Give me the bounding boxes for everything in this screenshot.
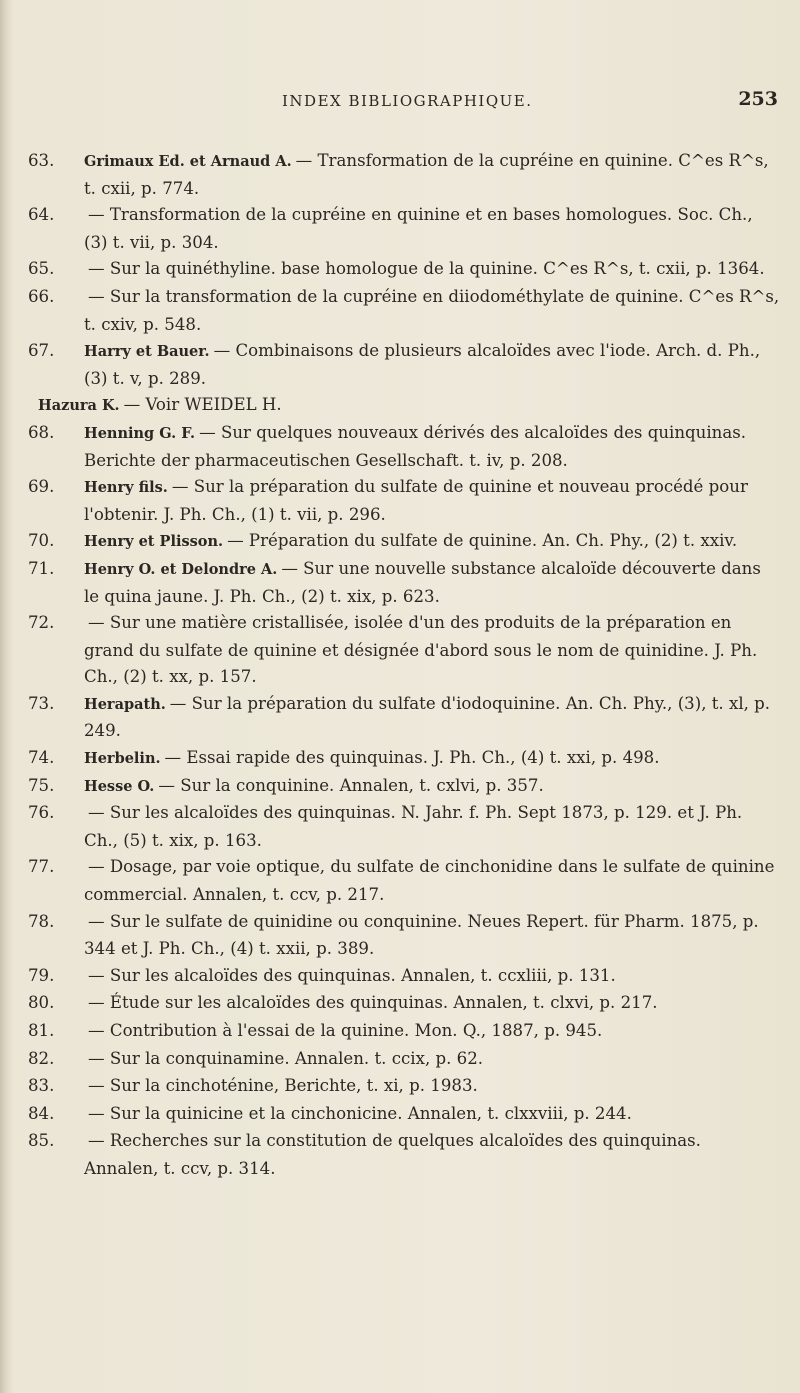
entry-number: 66. — [28, 286, 55, 306]
entry-number: 80. — [28, 993, 55, 1013]
entry-text: — Sur les alcaloïdes des quinquinas. Annalen, t. ccxliii, p. 131. — [88, 965, 616, 985]
entry-text: — Sur les alcaloïdes des quinquinas. N. Jahr. f. Ph. Sept 1873, p. 129. et J. Ph. Ch., (5) t. xix, p. 163. — [84, 803, 743, 850]
entry-text: — Sur la conquinamine. Annalen. t. ccix, p. 62. — [88, 1048, 484, 1068]
entry-text: — Combinaisons de plusieurs alcaloïdes avec l'iode. Arch. d. Ph., (3) t. v, p. 289. — [84, 341, 761, 388]
entry-number: 77. — [28, 857, 55, 877]
bibliography-list — [28, 148, 780, 1183]
bibliography-entry — [28, 610, 780, 691]
entry-text: — Contribution à l'essai de la quinine. Mon. Q., 1887, p. 945. — [88, 1021, 603, 1040]
bibliography-entry — [28, 202, 780, 256]
entry-author: Hazura K. — [38, 397, 120, 415]
entry-number: 70. — [28, 531, 55, 551]
entry-number: 83. — [28, 1076, 55, 1096]
bibliography-entry — [28, 474, 780, 528]
entry-text: — Dosage, par voie optique, du sulfate de cinchonidine dans le sulfate de quinine commercial. Annalen, t. ccv, p. 217. — [84, 857, 775, 905]
entry-text: — Sur la cinchoténine, Berichte, t. xi, p. 1983. — [88, 1076, 478, 1096]
entry-author: Harry et Bauer. — [84, 343, 210, 361]
entry-text: — Sur une matière cristallisée, isolée d'un des produits de la préparation en grand du sulfate de quinine et désignée d'abord sous le nom de quinidine. J. Ph. Ch., (2) t. xx, p. 157. — [84, 613, 758, 687]
entry-number: 74. — [28, 748, 55, 768]
bibliography-entry — [28, 963, 780, 991]
bibliography-entry — [28, 528, 780, 556]
entry-text: — Sur la quinicine et la cinchonicine. Annalen, t. clxxviii, p. 244. — [88, 1103, 632, 1123]
entry-text: — Transformation de la cupréine en quinine. C^es R^s, t. cxii, p. 774. — [84, 151, 769, 198]
entry-author: Henry O. et Delondre A. — [84, 560, 278, 578]
entry-text: — Sur une nouvelle substance alcaloïde découverte dans le quina jaune. J. Ph. Ch., (2) t. xix, p. 623. — [84, 558, 761, 606]
entry-number: 67. — [28, 341, 55, 361]
bibliography-entry — [28, 1101, 780, 1129]
entry-author: Herbelin. — [84, 750, 161, 768]
entry-text: — Sur la préparation du sulfate d'iodoquinine. An. Ch. Phy., (3), t. xl, p. 249. — [84, 693, 771, 741]
entry-author: Henry et Plisson. — [84, 533, 224, 551]
entry-number: 82. — [28, 1048, 55, 1068]
entry-number: 85. — [28, 1131, 55, 1151]
entry-text: — Essai rapide des quinquinas. J. Ph. Ch., (4) t. xxi, p. 498. — [164, 748, 660, 768]
entry-text: — Voir WEIDEL H. — [123, 395, 282, 415]
entry-author: Hesse O. — [84, 777, 155, 795]
bibliography-entry — [28, 773, 780, 801]
bibliography-entry — [28, 556, 780, 610]
entry-number: 76. — [28, 803, 55, 823]
entry-text: — Sur la conquinine. Annalen, t. cxlvi, p. 357. — [158, 775, 544, 795]
bibliography-entry — [28, 1128, 780, 1182]
page-number: 253 — [738, 88, 778, 110]
entry-text: — Recherches sur la constitution de quelques alcaloïdes des quinquinas. Annalen, t. ccv, p. 314. — [84, 1131, 701, 1178]
entry-text: — Sur la quinéthyline. base homologue de la quinine. C^es R^s, t. cxii, p. 1364. — [88, 259, 765, 279]
entry-number: 64. — [28, 205, 55, 225]
entry-number: 78. — [28, 911, 55, 931]
entry-number: 75. — [28, 775, 55, 795]
bibliography-entry — [28, 284, 780, 338]
bibliography-crossref — [28, 392, 780, 420]
running-header: INDEX BIBLIOGRAPHIQUE. — [282, 92, 533, 110]
entry-author: Henry fils. — [84, 479, 168, 497]
entry-number: 71. — [28, 558, 55, 578]
entry-text: — Sur la préparation du sulfate de quinine et nouveau procédé pour l'obtenir. J. Ph. Ch., (1) t. vii, p. 296. — [84, 477, 748, 524]
bibliography-entry — [28, 1073, 780, 1101]
entry-text: — Transformation de la cupréine en quinine et en bases homologues. Soc. Ch., (3) t. vii, p. 304. — [84, 205, 753, 252]
entry-number: 69. — [28, 477, 55, 497]
entry-number: 73. — [28, 693, 55, 713]
entry-number: 84. — [28, 1103, 55, 1123]
entry-text: — Étude sur les alcaloïdes des quinquinas. Annalen, t. clxvi, p. 217. — [88, 993, 658, 1013]
entry-text: — Sur quelques nouveaux dérivés des alcaloïdes des quinquinas. Berichte der pharmaceutischen Gesellschaft. t. iv, p. 208. — [84, 422, 746, 470]
entry-text: — Sur le sulfate de quinidine ou conquinine. Neues Repert. für Pharm. 1875, p. 344 et J. Ph. Ch., (4) t. xxii, p. 389. — [84, 911, 759, 959]
entry-number: 63. — [28, 151, 55, 170]
bibliography-entry — [28, 1018, 780, 1046]
bibliography-entry — [28, 990, 780, 1018]
bibliography-entry — [28, 800, 780, 854]
entry-number: 68. — [28, 422, 55, 442]
entry-number: 81. — [28, 1021, 55, 1040]
bibliography-entry — [28, 745, 780, 773]
bibliography-entry — [28, 256, 780, 284]
entry-author: Henning G. F. — [84, 424, 196, 442]
entry-number: 72. — [28, 613, 55, 633]
bibliography-entry — [28, 420, 780, 474]
bibliography-entry — [28, 1046, 780, 1074]
bibliography-entry — [28, 854, 780, 908]
entry-author: Grimaux Ed. et Arnaud A. — [84, 153, 292, 170]
bibliography-entry — [28, 909, 780, 963]
bibliography-entry — [28, 148, 780, 202]
entry-text: — Préparation du sulfate de quinine. An. Ch. Phy., (2) t. xxiv. — [227, 531, 738, 551]
entry-text: — Sur la transformation de la cupréine en diiodométhylate de quinine. C^es R^s, t. cxiv, p. 548. — [84, 286, 780, 334]
entry-number: 65. — [28, 259, 55, 279]
entry-number: 79. — [28, 965, 55, 985]
entry-author: Herapath. — [84, 695, 166, 713]
bibliography-entry — [28, 691, 780, 745]
bibliography-entry — [28, 338, 780, 392]
